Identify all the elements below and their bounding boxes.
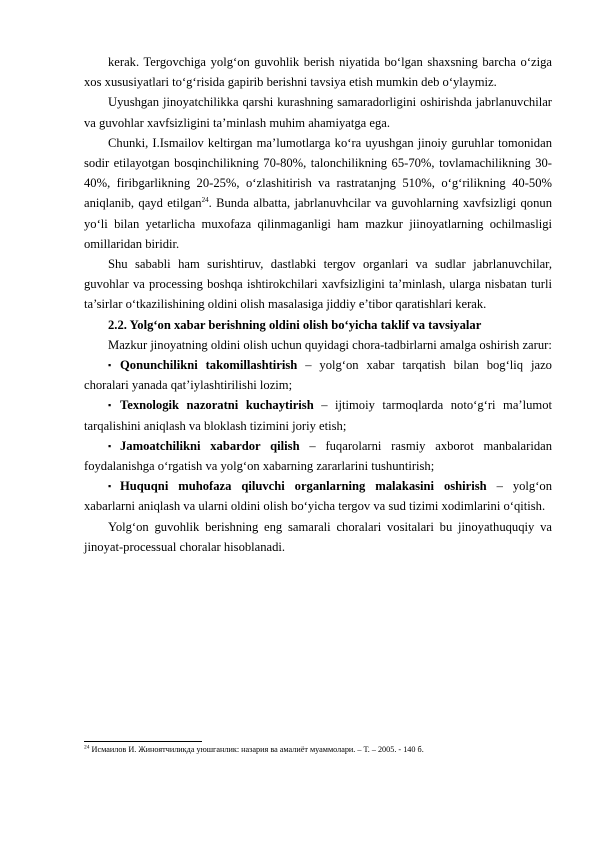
bullet-icon: ▪ <box>108 481 112 492</box>
footnote <box>84 744 552 755</box>
bullet-text: – fuqarolarni rasmiy axborot manbalaridan foydalanishga o‘rgatish va yolg‘on xabarning zararlarini tushuntirish; <box>84 438 553 474</box>
paragraph-3-part-1: Chunki, I.Ismailov keltirgan ma’lumotlarga ko‘ra uyushgan jinoiy guruhlar tomonidan sodir etilayotgan bosqinchilikning 70-80%, talonchilikning 65-70%, tovlamachilikning 30-40%, firibgarlikning 20-25%, o‘zlashitirish va rastratanjng 510%, o‘g‘rilikning 40-50% aniqlanib, qayd etilgan <box>84 135 552 211</box>
paragraph-1: kerak. Tergovchiga yolg‘on guvohlik berish niyatida bo‘lgan shaxsning barcha o‘ziga xos xususiyatlari to‘g‘risida gapirib berishni tavsiya etish mumkin deb o‘ylaymiz. <box>84 55 552 90</box>
paragraph-6: Yolg‘on guvohlik berishning eng samarali choralari vositalari bu jinoyathuquqiy va jinoyat-processual choralar hisoblanadi. <box>84 519 552 554</box>
footnote-number: 24 <box>84 744 90 751</box>
footnote-reference: 24 <box>201 196 209 205</box>
bullet-icon: ▪ <box>108 400 112 411</box>
paragraph-3 <box>84 133 552 254</box>
bullet-icon: ▪ <box>108 440 112 451</box>
paragraph-4: Shu sababli ham surishtiruv, dastlabki tergov organlari va sudlar jabrlanuvchilar, guvohlar va processing boshqa ishtirokchilari xavfsizligini ta’minlash, ularga nisbatan turli ta’sirlar o‘tkazilishining oldini olish masalasiga jiddiy e’tibor qaratishlari kerak. <box>84 257 552 312</box>
bullet-text: – yolg‘on xabarlarni aniqlash va ularni oldini olish bo‘yicha tergov va sud tizimi xodimlarini o‘qitish. <box>84 479 552 514</box>
bullet-title: Huquqni muhofaza qiluvchi organlarning malakasini oshirish <box>120 479 487 494</box>
bullet-item <box>84 395 552 435</box>
section-heading: 2.2. Yolg‘on xabar berishning oldini olish bo‘yicha taklif va tavsiyalar <box>108 317 482 332</box>
body-text <box>84 52 552 557</box>
bullet-item <box>84 476 552 516</box>
bullet-text: – yolg‘on xabar tarqatish bilan bog‘liq jazo choralari yanada qat’iylashtirilishi lozim; <box>84 358 552 393</box>
bullet-title: Texnologik nazoratni kuchaytirish <box>120 398 314 413</box>
bullet-icon: ▪ <box>108 360 112 371</box>
paragraph-5: Mazkur jinoyatning oldini olish uchun quyidagi chora-tadbirlarni amalga oshirish zarur: <box>108 337 552 352</box>
bullet-item <box>84 436 552 476</box>
bullet-title: Jamoatchilikni xabardor qilish <box>120 438 300 453</box>
footnote-divider <box>84 741 202 742</box>
paragraph-2: Uyushgan jinoyatchilikka qarshi kurashning samaradorligini oshirishda jabrlanuvchilar va guvohlar xavfsizligini ta’minlash muhim ahamiyatga ega. <box>84 95 552 130</box>
bullet-title: Qonunchilikni takomillashtirish <box>120 358 298 373</box>
bullet-text: – ijtimoiy tarmoqlarda noto‘g‘ri ma’lumot tarqalishini aniqlash va bloklash tizimini joriy etish; <box>84 398 552 433</box>
paragraph-3-part-2: . Bunda albatta, jabrlanuvhcilar va guvohlarning xavfsizligi qonun yo‘li bilan yetarlicha muxofaza qilinmaganligi ham mazkur jiinoyatlarning ochilmasligi omillaridan biridir. <box>84 196 552 251</box>
bullet-item <box>84 355 552 395</box>
footnote-text: Исмаилов И. Жиноятчиликда уюшганлик: назария ва амалиёт муаммолари. – Т. – 2005. - 140 б. <box>89 745 424 754</box>
